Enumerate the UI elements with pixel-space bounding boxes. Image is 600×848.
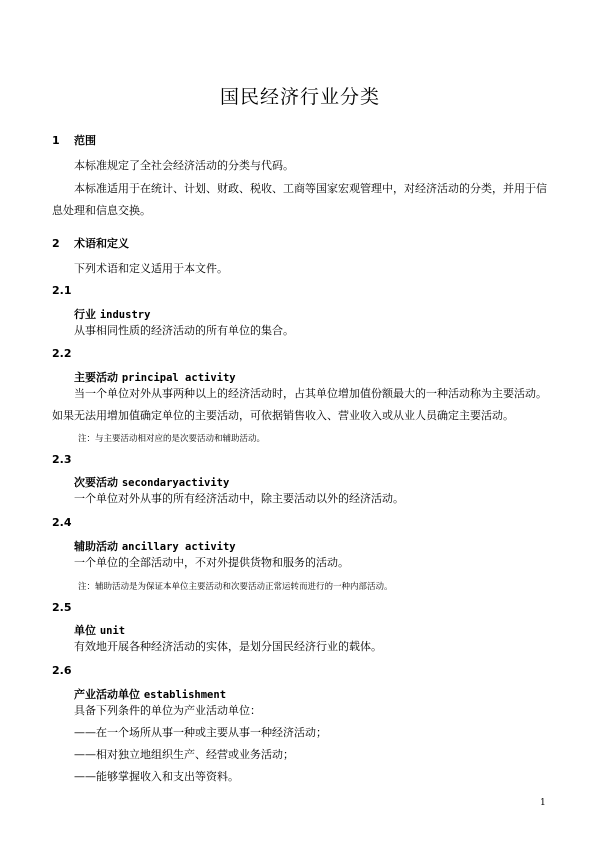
- section-number: 1: [52, 134, 60, 147]
- paragraph: 下列术语和定义适用于本文件。: [74, 262, 228, 275]
- term-en: establishment: [143, 689, 227, 701]
- paragraph: 本标准适用于在统计、计划、财政、税收、工商等国家宏观管理中，对经济活动的分类，并用于信息处理和信息交换。: [52, 182, 547, 217]
- page-number: 1: [540, 798, 546, 808]
- term-en: ancillary activity: [121, 541, 236, 553]
- term-definition: 一个单位对外从事的所有经济活动中，除主要活动以外的经济活动。: [74, 492, 404, 505]
- section-heading-terms: [52, 235, 129, 251]
- list-item: ——能够掌握收入和支出等资料。: [74, 770, 239, 783]
- note: 注：与主要活动相对应的是次要活动和辅助活动。: [78, 434, 266, 444]
- term-zh: 行业: [74, 308, 96, 321]
- term-en: unit: [99, 625, 126, 637]
- section-title: 术语和定义: [74, 237, 129, 250]
- term-zh: 辅助活动: [74, 540, 118, 553]
- note: 注：辅助活动是为保证本单位主要活动和次要活动正常运转而进行的一种内部活动。: [78, 582, 393, 592]
- term-zh: 产业活动单位: [74, 688, 140, 701]
- document-title: 国民经济行业分类: [219, 86, 380, 108]
- clause-number: 2.6: [52, 664, 72, 677]
- term-zh: 主要活动: [74, 371, 118, 384]
- clause-number: 2.4: [52, 516, 72, 529]
- clause-number: 2.1: [52, 284, 72, 297]
- term-en: industry: [99, 309, 151, 321]
- list-item: ——相对独立地组织生产、经营或业务活动；: [74, 748, 294, 761]
- clause-number: 2.3: [52, 453, 72, 466]
- clause-number: 2.5: [52, 601, 72, 614]
- term-definition: 从事相同性质的经济活动的所有单位的集合。: [74, 324, 294, 337]
- term-definition: 当一个单位对外从事两种以上的经济活动时，占其单位增加值份额最大的一种活动称为主要活动。如果无法用增加值确定单位的主要活动，可依据销售收入、营业收入或从业人员确定主要活动。: [52, 387, 547, 422]
- term-definition: 有效地开展各种经济活动的实体，是划分国民经济行业的载体。: [74, 640, 382, 653]
- section-title: 范围: [74, 134, 96, 147]
- term-en: secondaryactivity: [121, 477, 230, 489]
- term-definition: 具备下列条件的单位为产业活动单位：: [74, 704, 261, 717]
- term-definition: 一个单位的全部活动中，不对外提供货物和服务的活动。: [74, 556, 349, 569]
- list-item: ——在一个场所从事一种或主要从事一种经济活动；: [74, 726, 327, 739]
- term-zh: 单位: [74, 624, 96, 637]
- paragraph: 本标准规定了全社会经济活动的分类与代码。: [74, 159, 294, 172]
- term-en: principal activity: [121, 372, 236, 384]
- clause-number: 2.2: [52, 347, 72, 360]
- section-number: 2: [52, 237, 60, 250]
- term-zh: 次要活动: [74, 476, 118, 489]
- section-heading-scope: [52, 132, 96, 148]
